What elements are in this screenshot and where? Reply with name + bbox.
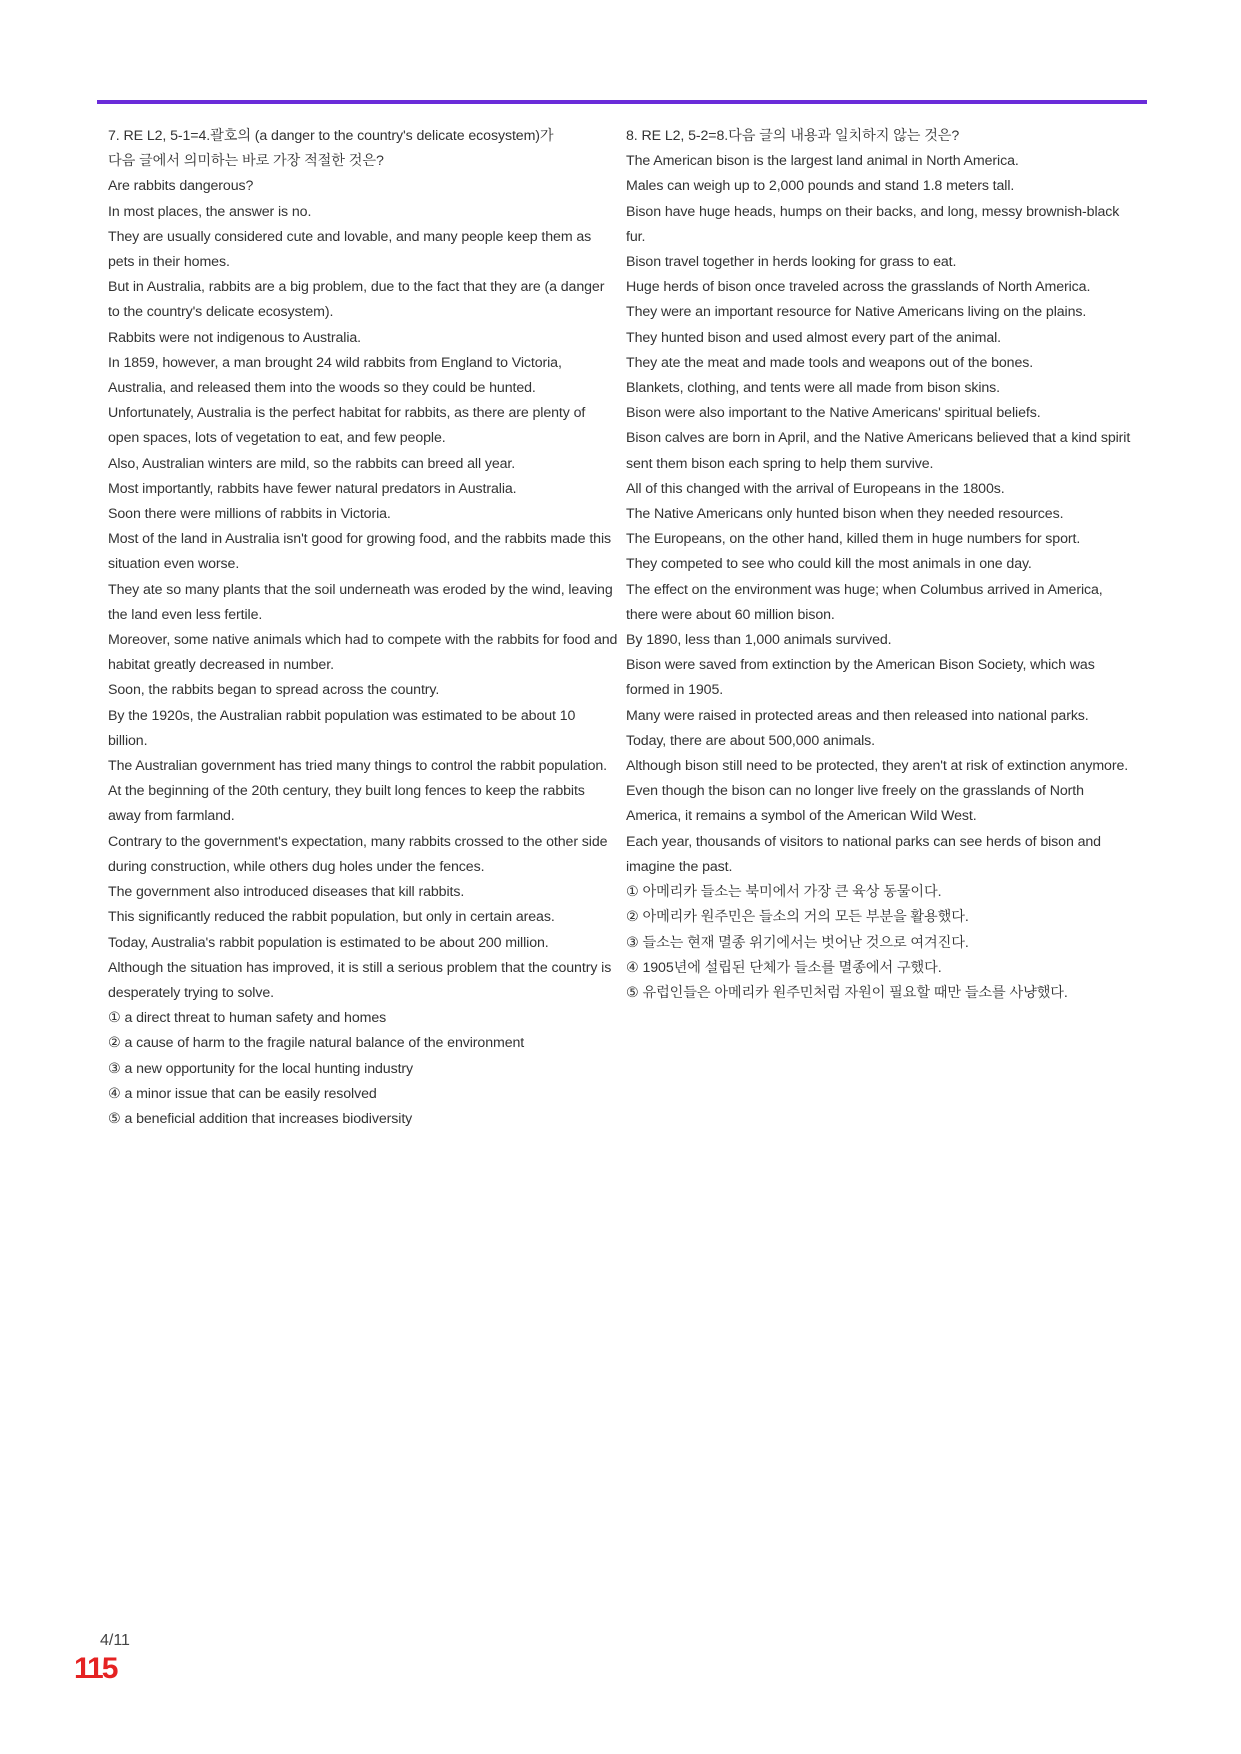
q7-choice-3: ③ a new opportunity for the local hunting industry (108, 1060, 414, 1077)
q7-passage-sentence: But in Australia, rabbits are a big problem, due to the fact that they are (a danger to the country's delicate ecosystem). (108, 279, 605, 321)
q8-passage-sentence: They hunted bison and used almost every part of the animal. (626, 329, 1002, 346)
q7-passage-sentence: Most of the land in Australia isn't good for growing food, and the rabbits made this situation even worse. (108, 531, 611, 573)
question-7 (108, 124, 618, 1132)
q7-passage-sentence: Today, Australia's rabbit population is estimated to be about 200 million. (108, 934, 549, 951)
question-7-title-line-1: 7. RE L2, 5-1=4.괄호의 (a danger to the country's delicate ecosystem)가 (108, 128, 554, 144)
q7-passage-sentence: By the 1920s, the Australian rabbit population was estimated to be about 10 billion. (108, 707, 576, 749)
question-8 (626, 124, 1136, 1006)
q7-passage-sentence: Rabbits were not indigenous to Australia. (108, 329, 362, 346)
q8-passage-sentence: Bison calves are born in April, and the Native Americans believed that a kind spirit sent them bison each spring to help them survive. (626, 430, 1131, 472)
q7-passage-sentence: They ate so many plants that the soil underneath was eroded by the wind, leaving the land even less fertile. (108, 581, 613, 623)
q8-passage-sentence: Although bison still need to be protected, they aren't at risk of extinction anymore. (626, 758, 1129, 775)
q7-passage-sentence: This significantly reduced the rabbit population, but only in certain areas. (108, 909, 555, 926)
q7-passage-sentence: Also, Australian winters are mild, so the rabbits can breed all year. (108, 455, 516, 472)
q7-passage-sentence: In most places, the answer is no. (108, 203, 312, 220)
q8-passage-sentence: Each year, thousands of visitors to national parks can see herds of bison and imagine the past. (626, 833, 1101, 875)
q7-choice-2: ② a cause of harm to the fragile natural balance of the environment (108, 1035, 525, 1052)
q8-passage-sentence: Even though the bison can no longer live freely on the grasslands of North America, it remains a symbol of the American Wild West. (626, 783, 1084, 825)
q8-choice-3: ③ 들소는 현재 멸종 위기에서는 벗어난 것으로 여겨진다. (626, 934, 969, 951)
q8-passage-sentence: Bison were also important to the Native Americans' spiritual beliefs. (626, 405, 1041, 422)
page-number: 115 (74, 1652, 117, 1685)
q8-choice-1: ① 아메리카 들소는 북미에서 가장 큰 육상 동물이다. (626, 884, 942, 901)
q7-passage-sentence: In 1859, however, a man brought 24 wild rabbits from England to Victoria, Australia, and released them into the woods so they could be hunted. (108, 354, 562, 397)
q8-passage-sentence: Today, there are about 500,000 animals. (626, 732, 876, 749)
q7-passage-sentence: Although the situation has improved, it is still a serious problem that the country is desperately trying to solve. (108, 959, 612, 1001)
q7-passage-sentence: The Australian government has tried many things to control the rabbit population. (108, 758, 608, 775)
q8-passage-sentence: The American bison is the largest land animal in North America. (626, 153, 1019, 170)
q7-passage-sentence: Soon, the rabbits began to spread across the country. (108, 682, 440, 699)
q7-passage-sentence: Are rabbits dangerous? (108, 178, 254, 195)
q8-choice-4: ④ 1905년에 설립된 단체가 들소를 멸종에서 구했다. (626, 959, 942, 976)
q7-passage-sentence: Soon there were millions of rabbits in Victoria. (108, 506, 391, 523)
q7-passage-sentence: They are usually considered cute and lovable, and many people keep them as pets in their homes. (108, 228, 592, 271)
q8-passage-sentence: Bison travel together in herds looking for grass to eat. (626, 254, 957, 271)
q7-choice-5: ⑤ a beneficial addition that increases biodiversity (108, 1110, 413, 1127)
q8-passage-sentence: Many were raised in protected areas and then released into national parks. (626, 707, 1089, 724)
q7-passage-sentence: Moreover, some native animals which had to compete with the rabbits for food and habitat greatly decreased in number. (108, 632, 618, 674)
q7-passage-sentence: Unfortunately, Australia is the perfect habitat for rabbits, as there are plenty of open spaces, lots of vegetation to eat, and few people. (108, 405, 586, 447)
q8-passage-sentence: Blankets, clothing, and tents were all made from bison skins. (626, 380, 1000, 397)
q8-passage-sentence: They were an important resource for Native Americans living on the plains. (626, 304, 1087, 321)
q8-passage-sentence: Males can weigh up to 2,000 pounds and stand 1.8 meters tall. (626, 178, 1015, 195)
header-rule (97, 100, 1147, 104)
q8-passage-sentence: Bison have huge heads, humps on their backs, and long, messy brownish-black fur. (626, 203, 1120, 245)
q7-choice-1: ① a direct threat to human safety and homes (108, 1010, 387, 1027)
q8-passage-sentence: By 1890, less than 1,000 animals survived. (626, 632, 892, 649)
q8-choice-5: ⑤ 유럽인들은 아메리카 원주민처럼 자원이 필요할 때만 들소를 사냥했다. (626, 984, 1068, 1001)
q8-passage-sentence: Huge herds of bison once traveled across the grasslands of North America. (626, 279, 1091, 296)
q8-passage-sentence: The Europeans, on the other hand, killed them in huge numbers for sport. (626, 531, 1081, 548)
question-7-title-line-2: 다음 글에서 의미하는 바로 가장 적절한 것은? (108, 153, 384, 170)
q8-choice-2: ② 아메리카 원주민은 들소의 거의 모든 부분을 활용했다. (626, 909, 969, 926)
question-8-title: 8. RE L2, 5-2=8.다음 글의 내용과 일치하지 않는 것은? (626, 128, 960, 144)
q8-passage-sentence: They ate the meat and made tools and weapons out of the bones. (626, 354, 1034, 371)
q8-passage-sentence: The Native Americans only hunted bison when they needed resources. (626, 506, 1064, 523)
q8-passage-sentence: They competed to see who could kill the most animals in one day. (626, 556, 1032, 573)
q7-passage-sentence: Contrary to the government's expectation, many rabbits crossed to the other side during construction, while others dug holes under the fences. (108, 833, 608, 875)
q7-passage-sentence: The government also introduced diseases that kill rabbits. (108, 884, 465, 901)
q8-passage-sentence: Bison were saved from extinction by the American Bison Society, which was formed in 1905. (626, 657, 1095, 699)
page-fraction: 4/11 (100, 1632, 130, 1649)
q7-passage-sentence: Most importantly, rabbits have fewer natural predators in Australia. (108, 480, 517, 497)
q7-choice-4: ④ a minor issue that can be easily resolved (108, 1085, 377, 1102)
q8-passage-sentence: All of this changed with the arrival of Europeans in the 1800s. (626, 480, 1005, 497)
q8-passage-sentence: The effect on the environment was huge; when Columbus arrived in America, there were about 60 million bison. (626, 581, 1103, 623)
q7-passage-sentence: At the beginning of the 20th century, they built long fences to keep the rabbits away from farmland. (108, 783, 585, 825)
